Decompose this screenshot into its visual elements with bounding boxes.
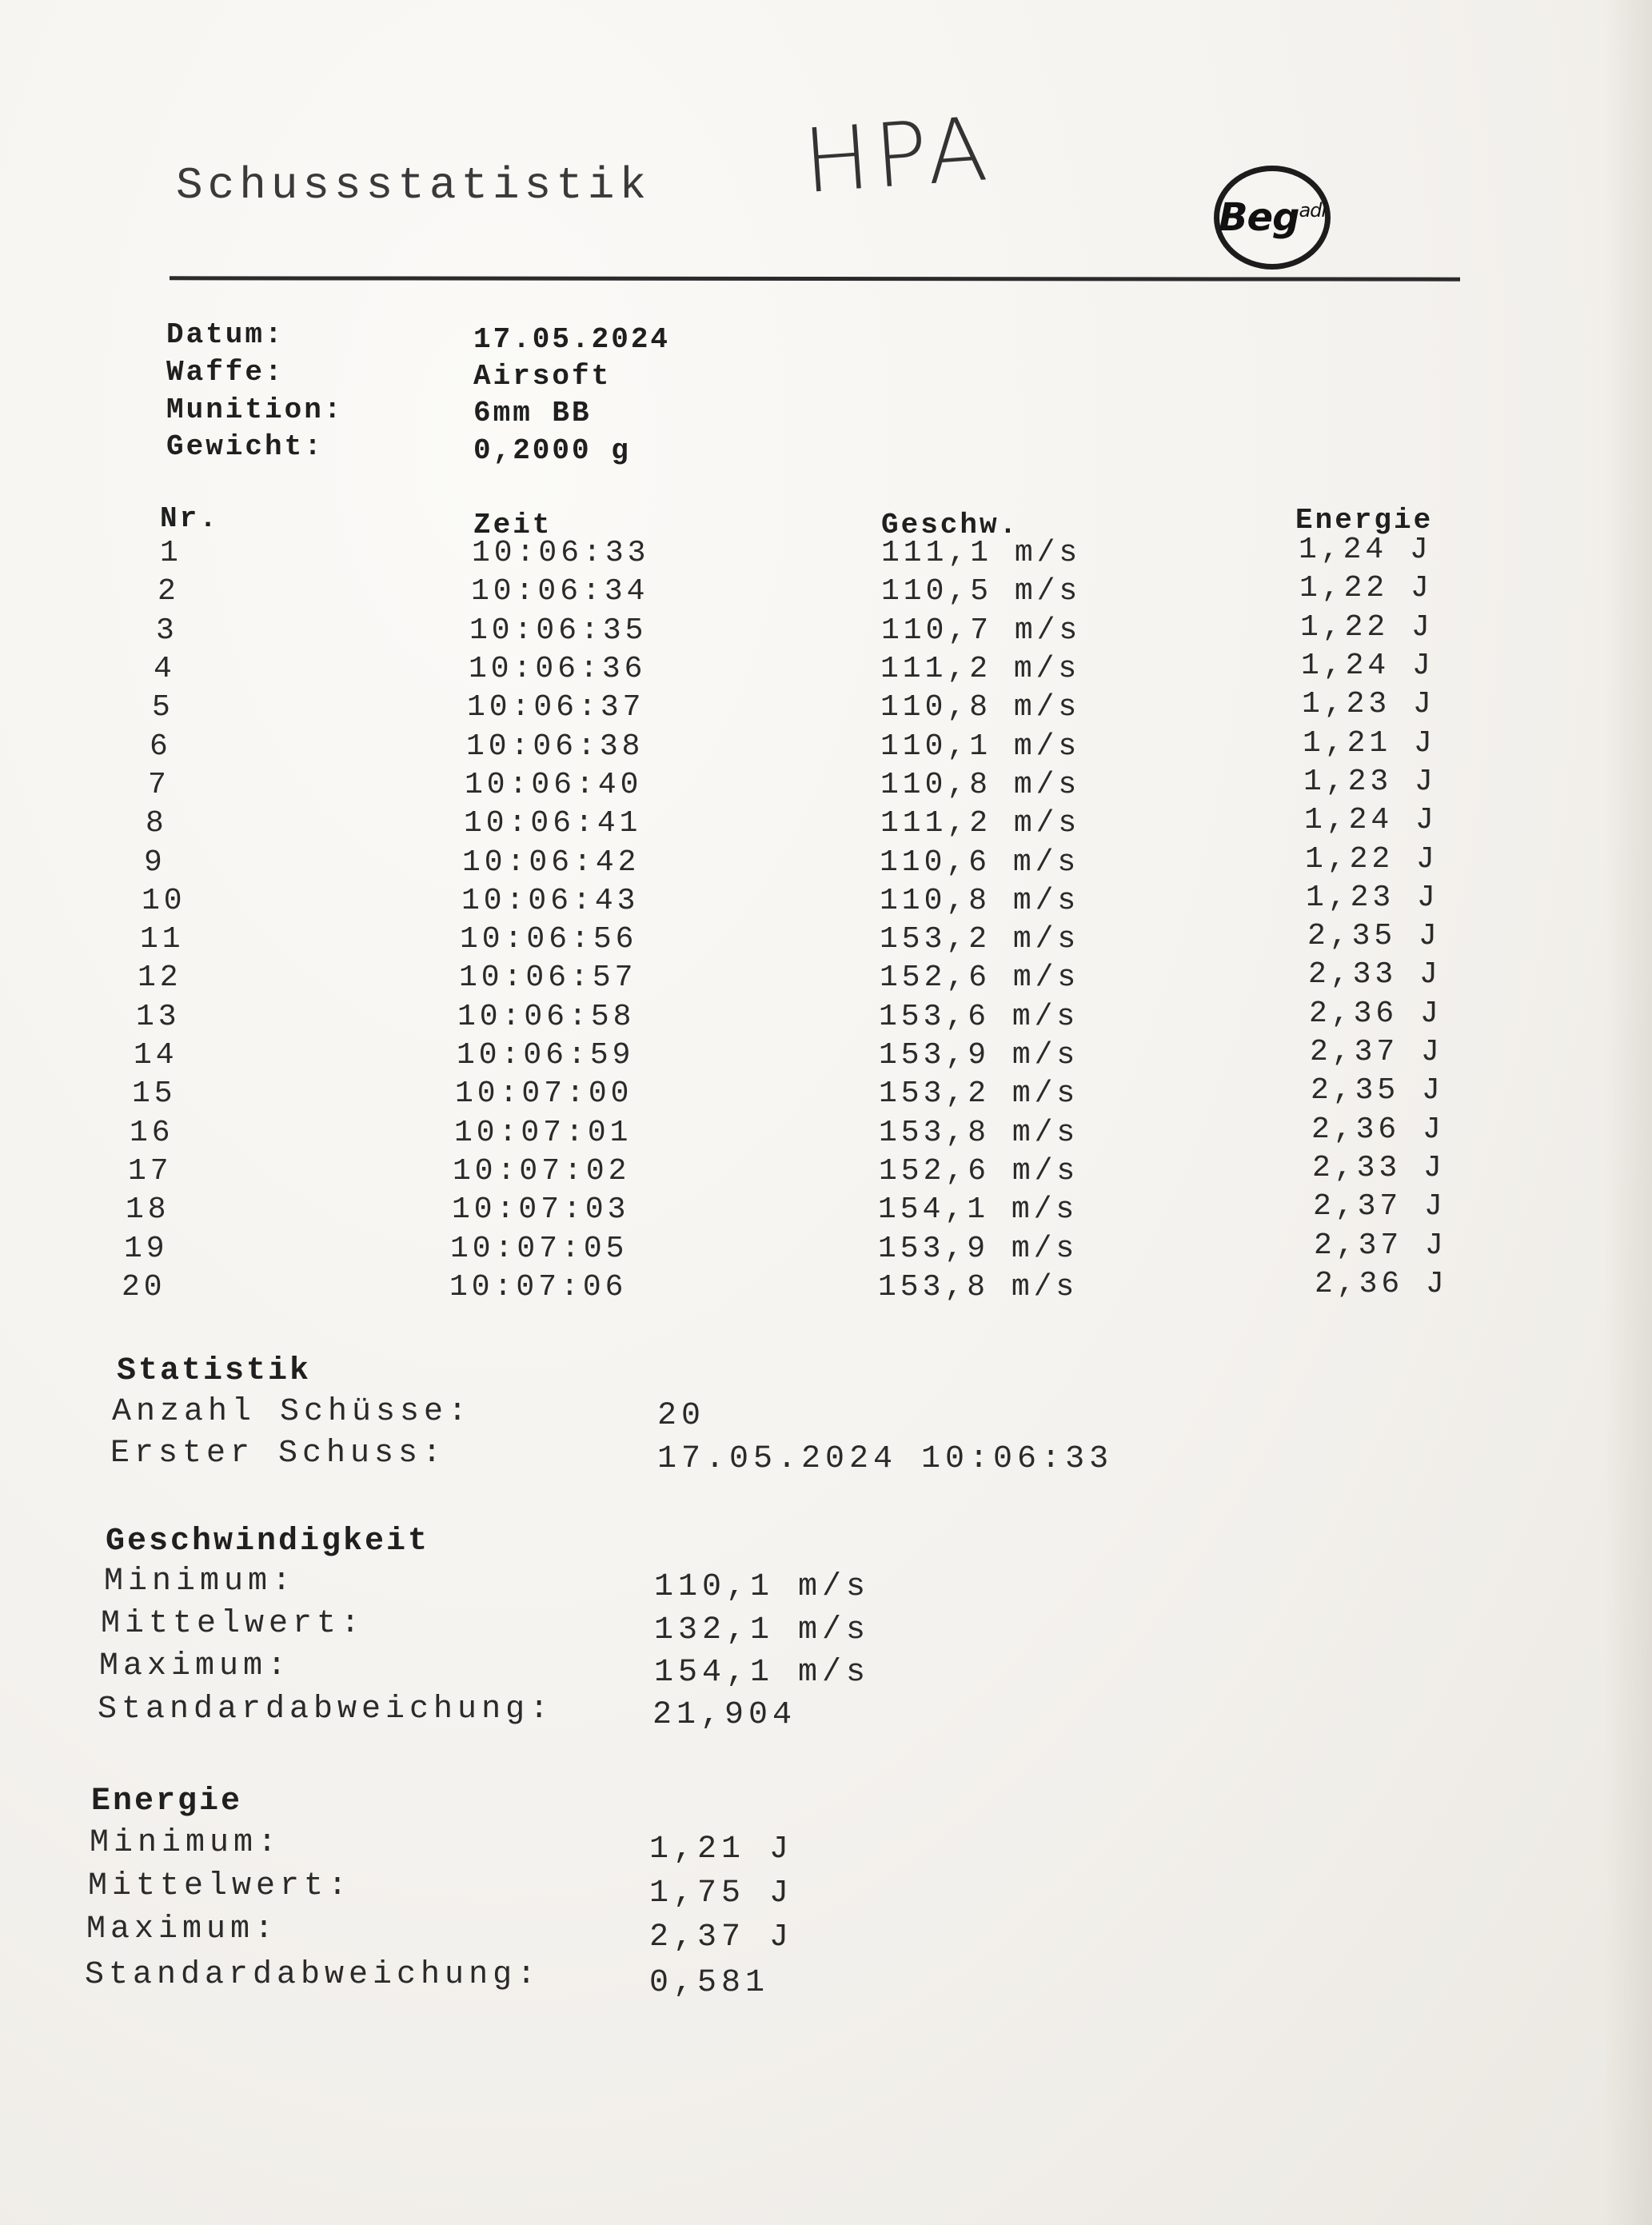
cell-nr: 2 xyxy=(158,574,180,609)
cell-zeit: 10:07:03 xyxy=(452,1192,630,1227)
column-header-nr: Nr. xyxy=(160,502,219,535)
cell-geschw: 110,8 m/s xyxy=(880,768,1081,802)
cell-nr: 6 xyxy=(150,729,172,764)
cell-zeit: 10:06:38 xyxy=(466,729,644,764)
cell-zeit: 10:06:37 xyxy=(467,690,645,725)
stat-label-e-max: Maximum: xyxy=(86,1911,279,1947)
stat-value-v-std: 21,904 xyxy=(652,1697,797,1733)
document-title: Schussstatistik xyxy=(176,160,652,211)
cell-nr: 20 xyxy=(122,1270,166,1304)
cell-nr: 14 xyxy=(134,1038,178,1073)
cell-energie: 1,24 J xyxy=(1299,533,1432,567)
cell-nr: 13 xyxy=(136,1000,181,1034)
cell-geschw: 110,5 m/s xyxy=(881,574,1082,609)
cell-nr: 9 xyxy=(144,845,166,880)
column-header-geschw: Geschw. xyxy=(881,509,1020,541)
cell-geschw: 110,8 m/s xyxy=(880,884,1080,918)
cell-nr: 5 xyxy=(152,690,174,725)
cell-zeit: 10:06:36 xyxy=(469,652,647,686)
cell-energie: 1,22 J xyxy=(1300,610,1434,645)
cell-geschw: 110,6 m/s xyxy=(880,845,1080,880)
cell-nr: 1 xyxy=(160,536,182,570)
cell-geschw: 110,8 m/s xyxy=(880,690,1081,725)
cell-energie: 1,21 J xyxy=(1303,726,1436,761)
logo-text-small: adi xyxy=(1299,199,1327,222)
cell-geschw: 153,8 m/s xyxy=(879,1116,1079,1150)
cell-nr: 3 xyxy=(156,613,178,648)
cell-zeit: 10:06:40 xyxy=(465,768,643,802)
cell-energie: 2,33 J xyxy=(1312,1151,1446,1185)
section-title-geschwindigkeit: Geschwindigkeit xyxy=(106,1524,430,1560)
cell-zeit: 10:07:06 xyxy=(449,1270,628,1304)
cell-zeit: 10:06:56 xyxy=(460,922,638,957)
cell-zeit: 10:06:43 xyxy=(461,884,640,918)
cell-energie: 1,22 J xyxy=(1299,571,1433,605)
cell-nr: 8 xyxy=(146,806,168,841)
column-header-zeit: Zeit xyxy=(473,509,553,541)
cell-nr: 4 xyxy=(154,652,176,686)
stat-value-e-max: 2,37 J xyxy=(649,1919,794,1955)
cell-energie: 2,36 J xyxy=(1309,997,1443,1031)
cell-nr: 18 xyxy=(126,1192,170,1227)
stat-label-e-min: Minimum: xyxy=(90,1825,282,1861)
begadi-logo xyxy=(1214,166,1331,270)
meta-label-gewicht: Gewicht: xyxy=(166,430,324,463)
cell-zeit: 10:07:05 xyxy=(450,1232,628,1266)
cell-energie: 2,33 J xyxy=(1308,957,1442,992)
stat-value-e-min: 1,21 J xyxy=(649,1832,794,1867)
cell-zeit: 10:07:02 xyxy=(453,1154,631,1188)
cell-geschw: 152,6 m/s xyxy=(880,961,1080,995)
cell-geschw: 111,1 m/s xyxy=(881,536,1082,570)
cell-energie: 2,36 J xyxy=(1311,1112,1445,1147)
logo-wordmark xyxy=(1219,195,1326,240)
cell-nr: 15 xyxy=(132,1077,177,1111)
stat-label-e-mittel: Mittelwert: xyxy=(88,1868,353,1904)
cell-zeit: 10:06:59 xyxy=(457,1038,635,1073)
stat-label-v-mittel: Mittelwert: xyxy=(101,1606,365,1642)
cell-energie: 2,37 J xyxy=(1310,1035,1443,1069)
cell-geschw: 111,2 m/s xyxy=(880,652,1081,686)
paper-edge-shadow xyxy=(1604,0,1652,2225)
stat-value-e-mittel: 1,75 J xyxy=(649,1875,794,1911)
cell-zeit: 10:07:00 xyxy=(455,1077,633,1111)
meta-label-datum: Datum: xyxy=(166,318,285,351)
cell-energie: 2,37 J xyxy=(1313,1189,1446,1224)
cell-zeit: 10:07:01 xyxy=(454,1116,632,1150)
cell-geschw: 153,2 m/s xyxy=(879,1077,1079,1111)
cell-geschw: 153,8 m/s xyxy=(878,1270,1079,1304)
cell-geschw: 154,1 m/s xyxy=(878,1192,1079,1227)
stat-value-v-max: 154,1 m/s xyxy=(654,1655,871,1691)
stat-value-e-std: 0,581 xyxy=(649,1965,770,2001)
cell-energie: 1,23 J xyxy=(1303,765,1437,799)
cell-zeit: 10:06:57 xyxy=(459,961,637,995)
meta-value-waffe: Airsoft xyxy=(473,360,612,393)
cell-energie: 2,36 J xyxy=(1315,1267,1448,1301)
cell-geschw: 153,2 m/s xyxy=(880,922,1080,957)
stat-value-v-min: 110,1 m/s xyxy=(654,1569,871,1605)
cell-nr: 16 xyxy=(130,1116,174,1150)
meta-label-waffe: Waffe: xyxy=(166,356,285,389)
cell-energie: 1,23 J xyxy=(1302,687,1435,721)
cell-zeit: 10:06:34 xyxy=(471,574,649,609)
cell-energie: 1,22 J xyxy=(1305,842,1439,877)
cell-energie: 1,23 J xyxy=(1306,881,1439,915)
cell-nr: 11 xyxy=(140,922,185,957)
cell-geschw: 153,9 m/s xyxy=(879,1038,1079,1073)
cell-zeit: 10:06:35 xyxy=(469,613,648,648)
cell-geschw: 153,6 m/s xyxy=(879,1000,1079,1034)
stat-label-anzahl: Anzahl Schüsse: xyxy=(112,1394,473,1430)
cell-geschw: 110,7 m/s xyxy=(881,613,1082,648)
cell-geschw: 153,9 m/s xyxy=(878,1232,1079,1266)
stat-label-v-max: Maximum: xyxy=(99,1648,292,1684)
meta-value-datum: 17.05.2024 xyxy=(473,323,671,356)
cell-geschw: 110,1 m/s xyxy=(880,729,1081,764)
cell-geschw: 111,2 m/s xyxy=(880,806,1081,841)
cell-nr: 12 xyxy=(138,961,182,995)
section-title-energie: Energie xyxy=(91,1784,243,1820)
cell-zeit: 10:06:41 xyxy=(464,806,642,841)
cell-energie: 1,24 J xyxy=(1304,803,1438,837)
meta-label-munition: Munition: xyxy=(166,393,344,426)
stat-label-erster-schuss: Erster Schuss: xyxy=(110,1436,447,1472)
cell-energie: 2,37 J xyxy=(1314,1228,1447,1263)
handwritten-note: HPA xyxy=(800,97,996,214)
cell-energie: 2,35 J xyxy=(1311,1073,1444,1108)
stat-value-v-mittel: 132,1 m/s xyxy=(654,1612,871,1648)
cell-nr: 7 xyxy=(148,768,170,802)
cell-energie: 1,24 J xyxy=(1301,649,1435,683)
meta-value-munition: 6mm BB xyxy=(473,397,592,429)
cell-zeit: 10:06:33 xyxy=(472,536,650,570)
cell-nr: 19 xyxy=(124,1232,169,1266)
column-header-energie: Energie xyxy=(1295,504,1434,537)
cell-nr: 17 xyxy=(128,1154,173,1188)
cell-energie: 2,35 J xyxy=(1307,919,1441,953)
meta-value-gewicht: 0,2000 g xyxy=(473,434,631,467)
stat-value-erster-schuss: 17.05.2024 10:06:33 xyxy=(657,1441,1114,1477)
cell-zeit: 10:06:58 xyxy=(457,1000,636,1034)
stat-value-anzahl: 20 xyxy=(657,1398,706,1434)
cell-zeit: 10:06:42 xyxy=(462,845,640,880)
section-title-statistik: Statistik xyxy=(117,1353,312,1389)
stat-label-v-min: Minimum: xyxy=(104,1564,297,1600)
cell-nr: 10 xyxy=(142,884,186,918)
logo-text-main: Beg xyxy=(1218,195,1299,240)
stat-label-e-std: Standardabweichung: xyxy=(85,1957,541,1993)
stat-label-v-std: Standardabweichung: xyxy=(98,1692,554,1728)
cell-geschw: 152,6 m/s xyxy=(879,1154,1079,1188)
